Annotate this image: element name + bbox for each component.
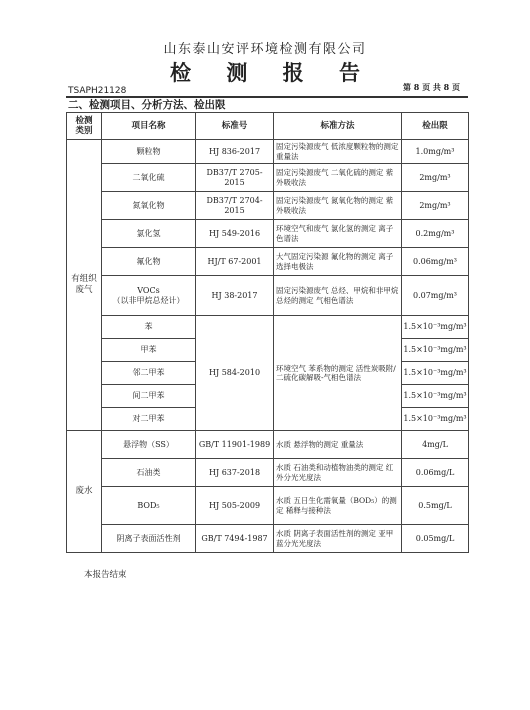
table-row [67, 276, 469, 316]
end-note: 本报告结束 [84, 570, 127, 580]
cell-item-vocs [102, 276, 196, 316]
cell-method: 水质 阴离子表面活性剂的测定 亚甲蓝分光光度法 [274, 525, 402, 553]
vocs-name: VOCs [137, 285, 160, 295]
group-organized-exhaust: 有组织废气 [67, 140, 102, 431]
cell-limit: 4mg/L [402, 431, 469, 459]
table-row [67, 487, 469, 525]
cell-limit: 1.5×10⁻³mg/m³ [402, 316, 469, 339]
cell-item: BOD₅ [102, 487, 196, 525]
cell-item: 悬浮物（SS） [102, 431, 196, 459]
cell-item: 对二甲苯 [102, 408, 196, 431]
page-indicator: 第 8 页 共 8 页 [402, 82, 460, 92]
cell-item: 氯化氢 [102, 220, 196, 248]
group-wastewater: 废水 [67, 431, 102, 553]
company-name: 山东泰山安评环境检测有限公司 [163, 42, 367, 57]
cell-method: 水质 五日生化需氧量（BOD₅）的测定 稀释与接种法 [274, 487, 402, 525]
header-category: 检测类别 [67, 113, 102, 140]
cell-item: 氮氧化物 [102, 192, 196, 220]
cell-item: 间二甲苯 [102, 385, 196, 408]
section-title: 二、检测项目、分析方法、检出限 [68, 99, 226, 111]
cell-limit: 0.06mg/L [402, 459, 469, 487]
cell-standard: HJ/T 67-2001 [196, 248, 274, 276]
table-row [67, 164, 469, 192]
cell-standard: HJ 38-2017 [196, 276, 274, 316]
report-code: TSAPH21128 [68, 86, 127, 96]
cell-limit: 2mg/m³ [402, 164, 469, 192]
cell-method-benzene-group: 环境空气 苯系物的测定 活性炭吸附/二硫化碳解吸-气相色谱法 [274, 316, 402, 431]
cell-standard: GB/T 7494-1987 [196, 525, 274, 553]
cell-limit: 1.5×10⁻³mg/m³ [402, 362, 469, 385]
cell-limit: 2mg/m³ [402, 192, 469, 220]
table-row [67, 316, 469, 339]
cell-standard: GB/T 11901-1989 [196, 431, 274, 459]
cell-limit: 1.0mg/m³ [402, 140, 469, 164]
cell-limit: 0.2mg/m³ [402, 220, 469, 248]
cell-item: 氟化物 [102, 248, 196, 276]
cell-limit: 0.5mg/L [402, 487, 469, 525]
table-header-row [67, 113, 469, 140]
report-title: 检 测 报 告 [170, 60, 374, 85]
cell-standard: HJ 505-2009 [196, 487, 274, 525]
table-row [67, 459, 469, 487]
cell-method: 环境空气和废气 氯化氢的测定 离子色谱法 [274, 220, 402, 248]
table-row [67, 248, 469, 276]
cell-limit: 0.07mg/m³ [402, 276, 469, 316]
header-limit: 检出限 [402, 113, 469, 140]
cell-method: 大气固定污染源 氟化物的测定 离子选择电极法 [274, 248, 402, 276]
cell-method: 固定污染源废气 总烃、甲烷和非甲烷总烃的测定 气相色谱法 [274, 276, 402, 316]
cell-limit: 0.06mg/m³ [402, 248, 469, 276]
cell-item: 二氧化硫 [102, 164, 196, 192]
header-method: 标准方法 [274, 113, 402, 140]
cell-method: 固定污染源废气 二氧化硫的测定 紫外吸收法 [274, 164, 402, 192]
table-row [67, 431, 469, 459]
cell-standard: HJ 549-2016 [196, 220, 274, 248]
table-row [67, 192, 469, 220]
header-item: 项目名称 [102, 113, 196, 140]
cell-limit: 1.5×10⁻³mg/m³ [402, 385, 469, 408]
cell-limit: 1.5×10⁻³mg/m³ [402, 408, 469, 431]
cell-method: 固定污染源废气 氮氧化物的测定 紫外吸收法 [274, 192, 402, 220]
cell-standard: DB37/T 2704-2015 [196, 192, 274, 220]
cell-limit: 0.05mg/L [402, 525, 469, 553]
cell-limit: 1.5×10⁻³mg/m³ [402, 339, 469, 362]
cell-item: 邻二甲苯 [102, 362, 196, 385]
cell-standard: HJ 637-2018 [196, 459, 274, 487]
cell-item: 颗粒物 [102, 140, 196, 164]
cell-standard-benzene-group: HJ 584-2010 [196, 316, 274, 431]
cell-item: 阴离子表面活性剂 [102, 525, 196, 553]
vocs-note: （以非甲烷总烃计） [112, 295, 185, 305]
table-row [67, 220, 469, 248]
detection-table [66, 112, 469, 553]
cell-item: 石油类 [102, 459, 196, 487]
header-standard: 标准号 [196, 113, 274, 140]
table-row [67, 140, 469, 164]
cell-item: 甲苯 [102, 339, 196, 362]
cell-standard: DB37/T 2705-2015 [196, 164, 274, 192]
cell-item: 苯 [102, 316, 196, 339]
table-row [67, 525, 469, 553]
cell-method: 水质 悬浮物的测定 重量法 [274, 431, 402, 459]
cell-method: 固定污染源废气 低浓度颗粒物的测定 重量法 [274, 140, 402, 164]
cell-method: 水质 石油类和动植物油类的测定 红外分光光度法 [274, 459, 402, 487]
cell-standard: HJ 836-2017 [196, 140, 274, 164]
